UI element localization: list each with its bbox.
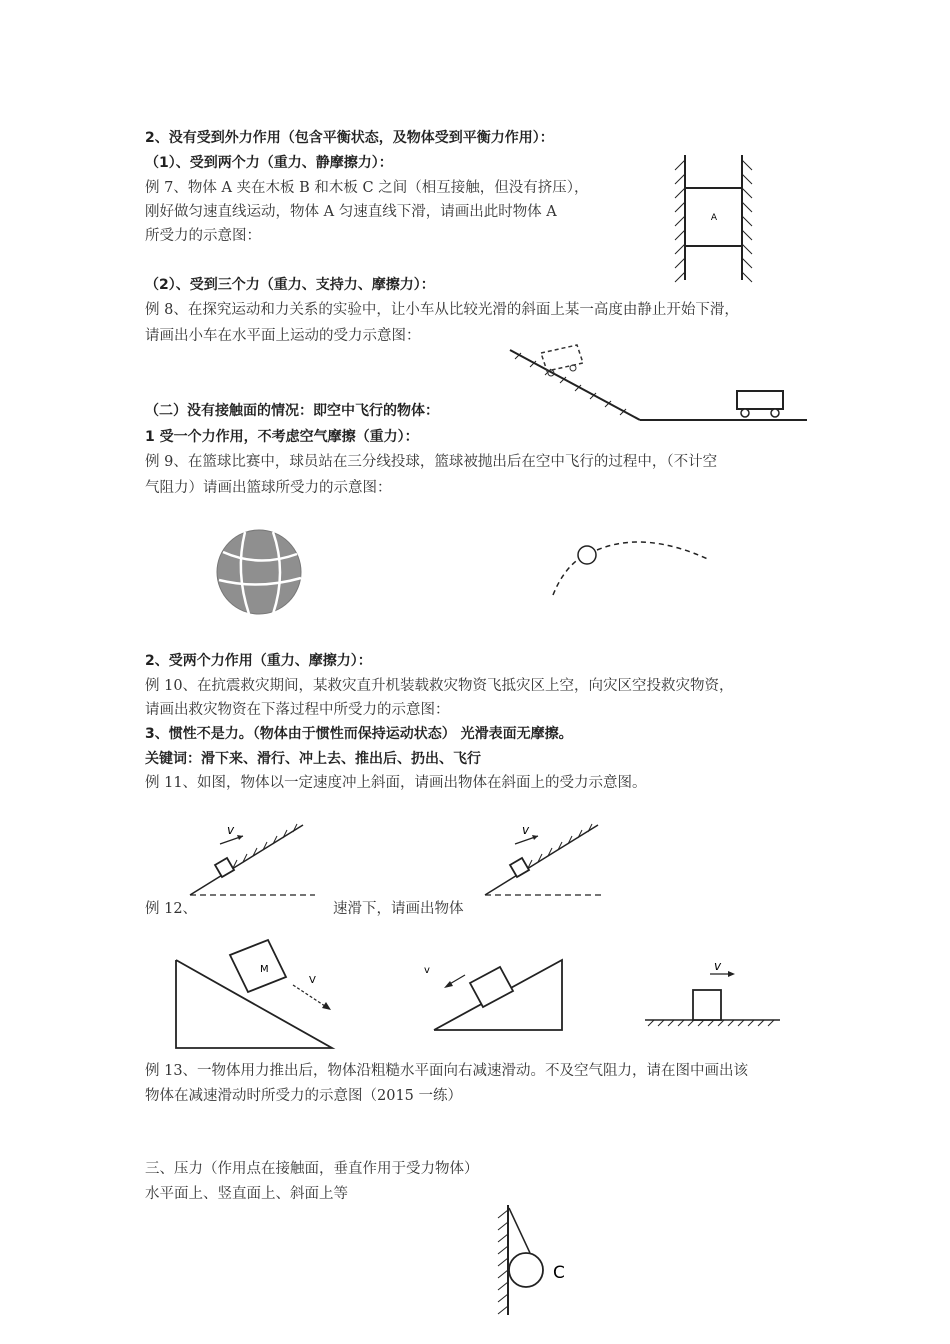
example-13-text: 例 13、一物体用力推出后，物体沿粗糙水平面向右减速滑动。不及空气阻力，请在图中画出该 bbox=[145, 1063, 749, 1079]
example-13-text: 物体在减速滑动时所受力的示意图（2015 一练） bbox=[145, 1088, 463, 1104]
incline-block-figure-1 bbox=[185, 820, 320, 905]
incline-block-figure-3 bbox=[420, 955, 570, 1035]
example-7-text: 例 7、物体 A 夹在木板 B 和木板 C 之间（相互接触，但没有挤压）， bbox=[145, 180, 589, 196]
mass-label: M bbox=[260, 964, 269, 975]
example-8-text: 请画出小车在水平面上运动的受力示意图： bbox=[145, 328, 421, 344]
velocity-label: v bbox=[522, 823, 530, 837]
example-12-prefix: 例 12、 bbox=[145, 901, 198, 917]
section-3-text: 水平面上、竖直面上、斜面上等 bbox=[145, 1186, 348, 1202]
keywords-line: 关键词：滑下来、滑行、冲上去、推出后、扔出、飞行 bbox=[145, 751, 481, 767]
incline-mass-figure bbox=[168, 945, 343, 1055]
example-10-text: 例 10、在抗震救灾期间，某救灾直升机装载救灾物资飞抵灾区上空，向灾区空投救灾物资， bbox=[145, 678, 734, 694]
figure-block-between-boards bbox=[660, 150, 770, 285]
subheading: （1）、受到两个力（重力、静摩擦力）： bbox=[145, 155, 393, 171]
example-12-text: 速滑下，请画出物体 bbox=[333, 901, 464, 917]
section-heading: 2、没有受到外力作用（包含平衡状态，及物体受到平衡力作用）： bbox=[145, 130, 554, 146]
velocity-label: v bbox=[227, 823, 235, 837]
subheading: 2、受两个力作用（重力、摩擦力）： bbox=[145, 653, 372, 669]
example-7-text: 刚好做匀速直线运动，物体 A 匀速直线下滑，请画出此时物体 A bbox=[145, 204, 557, 220]
velocity-label: v bbox=[424, 965, 430, 976]
example-10-text: 请画出救灾物资在下落过程中所受力的示意图： bbox=[145, 702, 450, 718]
hanging-ball-figure bbox=[478, 1200, 588, 1318]
example-8-text: 例 8、在探究运动和力关系的实验中，让小车从比较光滑的斜面上某一高度由静止开始下滑， bbox=[145, 302, 739, 318]
ball-label: C bbox=[553, 1263, 565, 1283]
subheading: 1 受一个力作用，不考虑空气摩擦（重力）： bbox=[145, 429, 419, 445]
subheading: （2）、受到三个力（重力、支持力、摩擦力）： bbox=[145, 277, 435, 293]
incline-block-figure-2 bbox=[480, 820, 615, 905]
example-7-text: 所受力的示意图： bbox=[145, 228, 261, 244]
block-label: A bbox=[710, 213, 718, 223]
example-11-text: 例 11、如图，物体以一定速度冲上斜面，请画出物体在斜面上的受力示意图。 bbox=[145, 775, 647, 791]
floor-block-figure bbox=[640, 960, 785, 1030]
ball-trajectory-figure bbox=[545, 535, 715, 600]
inertia-note: 3、惯性不是力。（物体由于惯性而保持运动状态） 光滑表面无摩擦。 bbox=[145, 726, 573, 742]
basketball-image bbox=[215, 528, 305, 618]
figure-incline-cart bbox=[505, 335, 815, 435]
velocity-label: v bbox=[714, 959, 722, 973]
velocity-label: V bbox=[309, 975, 316, 986]
section-heading: （二）没有接触面的情况：即空中飞行的物体： bbox=[145, 403, 439, 419]
example-9-text: 气阻力）请画出篮球所受力的示意图： bbox=[145, 480, 392, 496]
example-9-text: 例 9、在篮球比赛中，球员站在三分线投球，篮球被抛出后在空中飞行的过程中，（不计空 bbox=[145, 454, 718, 470]
section-heading: 三、压力（作用点在接触面，垂直作用于受力物体） bbox=[145, 1161, 479, 1177]
